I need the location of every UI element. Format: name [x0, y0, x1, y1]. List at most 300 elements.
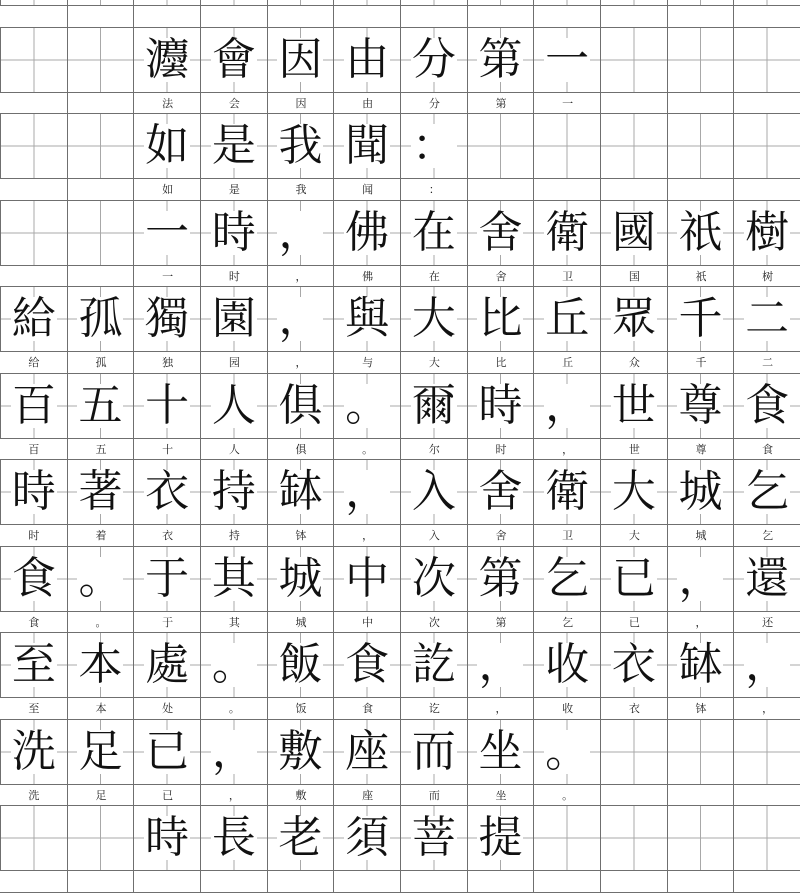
seal-script-character: 敷	[278, 725, 323, 777]
modern-character-label	[0, 6, 68, 27]
modern-character-label: 二	[733, 352, 800, 373]
seal-script-character: 衣	[145, 466, 190, 517]
seal-script-character: ，	[745, 639, 790, 690]
seal-script-character: 至	[11, 639, 56, 690]
practice-cell	[0, 546, 68, 612]
seal-script-character: 大	[611, 466, 656, 517]
seal-script-character: 丘	[545, 293, 590, 344]
practice-cell	[467, 373, 535, 439]
practice-cell	[0, 200, 68, 266]
modern-character-label: 衣	[600, 698, 668, 719]
practice-cell	[400, 373, 468, 439]
modern-character-label	[267, 871, 335, 892]
practice-cell	[133, 459, 201, 525]
practice-cell	[333, 632, 401, 698]
practice-cell	[733, 719, 800, 785]
practice-cell	[667, 286, 735, 352]
practice-cell	[0, 459, 68, 525]
modern-character-label: 处	[133, 698, 201, 719]
practice-cell	[733, 200, 800, 266]
seal-script-character: 持	[211, 466, 256, 517]
practice-cell	[133, 373, 201, 439]
modern-character-label: 因	[267, 93, 335, 114]
practice-cell	[333, 286, 401, 352]
practice-cell	[67, 113, 135, 179]
practice-cell	[400, 27, 468, 93]
modern-character-label: 钵	[267, 525, 335, 546]
seal-script-character: 獨	[145, 293, 190, 344]
practice-cell	[0, 719, 68, 785]
seal-script-character: 足	[78, 725, 123, 777]
seal-script-character: 時	[211, 206, 256, 258]
practice-cell	[67, 546, 135, 612]
seal-script-character: 入	[411, 466, 456, 517]
practice-cell	[200, 113, 268, 179]
practice-cell	[400, 546, 468, 612]
modern-character-label: 。	[200, 698, 268, 719]
seal-script-character: 著	[78, 466, 123, 517]
practice-cell	[267, 719, 335, 785]
practice-cell	[533, 286, 601, 352]
modern-character-label: 座	[333, 785, 401, 806]
seal-script-character: 千	[678, 293, 723, 344]
practice-cell	[267, 546, 335, 612]
modern-character-label	[67, 6, 135, 27]
practice-cell	[133, 805, 201, 871]
seal-script-character: ，	[545, 379, 590, 431]
modern-character-label	[467, 179, 535, 200]
modern-character-label	[600, 6, 668, 27]
modern-character-label	[667, 93, 735, 114]
modern-character-label: 丘	[533, 352, 601, 373]
seal-script-character: 一	[145, 206, 190, 258]
modern-character-label	[467, 871, 535, 892]
modern-character-label: 洗	[28, 788, 40, 802]
practice-cell	[600, 113, 668, 179]
seal-script-character: 如	[145, 120, 190, 171]
seal-script-character: 食	[745, 379, 790, 431]
seal-script-character: 分	[411, 33, 456, 85]
modern-character-label	[533, 179, 601, 200]
modern-character-label: 食	[28, 615, 40, 629]
modern-character-label: 是	[200, 179, 268, 200]
modern-character-label: 祇	[667, 266, 735, 287]
practice-cell	[67, 200, 135, 266]
seal-script-character: 老	[278, 812, 323, 863]
modern-character-label: 时	[200, 266, 268, 287]
practice-cell	[133, 113, 201, 179]
modern-character-label	[400, 6, 468, 27]
practice-cell	[200, 546, 268, 612]
seal-script-character: 。	[211, 639, 256, 690]
modern-character-label	[400, 871, 468, 892]
practice-cell	[400, 113, 468, 179]
seal-script-character: 衛	[545, 466, 590, 517]
practice-cell	[467, 632, 535, 698]
seal-script-character: 比	[478, 293, 523, 344]
modern-character-label: 乞	[533, 612, 601, 633]
seal-script-character: 。	[78, 552, 123, 604]
modern-character-label	[133, 6, 201, 27]
modern-character-label: 其	[200, 612, 268, 633]
practice-cell	[400, 805, 468, 871]
modern-character-label: 孤	[67, 352, 135, 373]
seal-script-character: 坐	[478, 725, 523, 777]
practice-cell	[467, 200, 535, 266]
practice-cell	[667, 459, 735, 525]
seal-script-character: 祇	[678, 206, 723, 258]
seal-script-character: 第	[478, 552, 523, 604]
modern-character-label: 至	[28, 702, 40, 716]
seal-script-character: 尊	[678, 379, 723, 431]
modern-character-label	[333, 6, 401, 27]
row-divider	[0, 892, 800, 893]
practice-cell	[600, 373, 668, 439]
seal-script-character: 乞	[745, 466, 790, 517]
seal-script-character: 長	[211, 812, 256, 863]
modern-character-label: 城	[267, 612, 335, 633]
modern-character-label: 卫	[533, 266, 601, 287]
seal-script-character: 人	[211, 379, 256, 431]
seal-script-character: 一	[545, 33, 590, 85]
practice-cell	[600, 632, 668, 698]
seal-script-character: 世	[611, 379, 656, 431]
modern-character-label: 敷	[267, 785, 335, 806]
practice-cell	[67, 27, 135, 93]
modern-character-label: 舍	[467, 525, 535, 546]
practice-cell	[733, 113, 800, 179]
modern-character-label	[600, 785, 668, 806]
modern-character-label: 而	[400, 785, 468, 806]
practice-cell	[333, 719, 401, 785]
seal-script-character: 飯	[278, 639, 323, 690]
modern-character-label: 一	[533, 93, 601, 114]
seal-script-character: 座	[345, 725, 390, 777]
practice-cell	[333, 200, 401, 266]
seal-script-character: 十	[145, 379, 190, 431]
modern-character-label: 大	[400, 352, 468, 373]
practice-cell	[133, 286, 201, 352]
practice-cell	[200, 373, 268, 439]
modern-character-label: 百	[28, 442, 40, 456]
seal-script-character: 與	[345, 293, 390, 344]
practice-cell	[267, 113, 335, 179]
practice-cell	[333, 805, 401, 871]
practice-cell	[333, 373, 401, 439]
modern-character-label: ：	[400, 179, 468, 200]
seal-script-character: 時	[145, 812, 190, 863]
practice-cell	[733, 805, 800, 871]
seal-script-character: 食	[11, 552, 56, 604]
modern-character-label: ，	[467, 698, 535, 719]
seal-script-character: 衣	[611, 639, 656, 690]
seal-script-character: 而	[411, 725, 456, 777]
modern-character-label: ，	[200, 785, 268, 806]
practice-cell	[667, 546, 735, 612]
practice-cell	[467, 546, 535, 612]
modern-character-label: 城	[667, 525, 735, 546]
practice-cell	[67, 719, 135, 785]
practice-cell	[467, 286, 535, 352]
seal-script-character: 國	[611, 206, 656, 258]
seal-script-character: 給	[11, 293, 56, 344]
modern-character-label: 千	[667, 352, 735, 373]
seal-script-character: 城	[278, 552, 323, 604]
practice-cell	[600, 200, 668, 266]
seal-script-character: 二	[745, 293, 790, 344]
seal-script-character: 次	[411, 552, 456, 604]
modern-character-label: 还	[733, 612, 800, 633]
practice-cell	[0, 286, 68, 352]
practice-cell	[667, 632, 735, 698]
modern-character-label: 大	[600, 525, 668, 546]
modern-character-label	[533, 871, 601, 892]
seal-script-character: 灋	[145, 33, 190, 85]
modern-character-label: 。	[333, 439, 401, 460]
practice-cell	[467, 113, 535, 179]
seal-script-character: 佛	[345, 206, 390, 258]
seal-script-character: 食	[345, 639, 390, 690]
modern-character-label: 食	[733, 439, 800, 460]
modern-character-label: 一	[133, 266, 201, 287]
modern-character-label: 俱	[267, 439, 335, 460]
practice-cell	[667, 373, 735, 439]
practice-cell	[600, 805, 668, 871]
seal-script-character: 會	[211, 33, 256, 85]
seal-script-character: ，	[211, 725, 256, 777]
practice-cell	[67, 459, 135, 525]
seal-script-character: ，	[678, 552, 723, 604]
modern-character-label: 会	[200, 93, 268, 114]
modern-character-label: ，	[667, 612, 735, 633]
modern-character-label	[200, 871, 268, 892]
modern-character-label: 众	[600, 352, 668, 373]
seal-script-character: 五	[78, 379, 123, 431]
modern-character-label: 佛	[333, 266, 401, 287]
seal-script-character: 。	[545, 725, 590, 777]
practice-cell	[733, 373, 800, 439]
seal-script-character: 處	[145, 639, 190, 690]
practice-cell	[667, 719, 735, 785]
modern-character-label: 闻	[333, 179, 401, 200]
practice-cell	[400, 632, 468, 698]
modern-character-label: 尊	[667, 439, 735, 460]
modern-character-label	[667, 179, 735, 200]
practice-cell	[200, 719, 268, 785]
practice-cell	[600, 546, 668, 612]
modern-character-label: 食	[333, 698, 401, 719]
practice-cell	[267, 286, 335, 352]
seal-script-character: 還	[745, 552, 790, 604]
modern-character-label	[0, 871, 68, 892]
practice-cell	[733, 546, 800, 612]
practice-cell	[333, 546, 401, 612]
modern-character-label	[267, 6, 335, 27]
modern-character-label	[133, 871, 201, 892]
seal-script-character: ，	[278, 206, 323, 258]
modern-character-label: ，	[267, 266, 335, 287]
practice-cell	[133, 27, 201, 93]
seal-script-character: 乞	[545, 552, 590, 604]
practice-cell	[133, 200, 201, 266]
practice-cell	[267, 805, 335, 871]
modern-character-label: 由	[333, 93, 401, 114]
modern-character-label: 收	[533, 698, 601, 719]
modern-character-label: 法	[133, 93, 201, 114]
modern-character-label: 已	[133, 785, 201, 806]
modern-character-label: 独	[133, 352, 201, 373]
practice-cell	[533, 373, 601, 439]
modern-character-label	[0, 93, 68, 114]
modern-character-label: 本	[67, 698, 135, 719]
seal-script-character: 已	[145, 725, 190, 777]
seal-script-character: 提	[478, 812, 523, 863]
practice-cell	[400, 286, 468, 352]
practice-cell	[533, 805, 601, 871]
practice-cell	[533, 719, 601, 785]
seal-script-character: 洗	[11, 725, 56, 777]
modern-character-label	[667, 785, 735, 806]
seal-script-character: ，	[278, 293, 323, 344]
seal-script-character: 聞	[345, 120, 390, 171]
modern-character-label: 乞	[733, 525, 800, 546]
practice-cell	[600, 459, 668, 525]
practice-cell	[200, 632, 268, 698]
practice-cell	[733, 459, 800, 525]
modern-character-label: 。	[533, 785, 601, 806]
modern-character-label: 在	[400, 266, 468, 287]
practice-cell	[67, 286, 135, 352]
modern-character-label	[667, 6, 735, 27]
practice-cell	[533, 27, 601, 93]
seal-script-character: 缽	[678, 639, 723, 690]
practice-cell	[133, 546, 201, 612]
modern-character-label: 持	[200, 525, 268, 546]
modern-character-label	[733, 871, 800, 892]
modern-character-label	[733, 93, 800, 114]
modern-character-label: 第	[467, 612, 535, 633]
seal-script-character: 訖	[411, 639, 456, 690]
modern-character-label: ，	[733, 698, 800, 719]
practice-cell	[533, 200, 601, 266]
modern-character-label: 如	[133, 179, 201, 200]
seal-script-character: 收	[545, 639, 590, 690]
practice-cell	[333, 459, 401, 525]
seal-script-character: 衛	[545, 206, 590, 258]
practice-cell	[467, 27, 535, 93]
seal-script-character: 第	[478, 33, 523, 85]
modern-character-label: 卫	[533, 525, 601, 546]
seal-script-character: 百	[11, 379, 56, 431]
modern-character-label: 讫	[400, 698, 468, 719]
practice-cell	[267, 200, 335, 266]
modern-character-label: 树	[733, 266, 800, 287]
practice-cell	[200, 286, 268, 352]
practice-cell	[333, 27, 401, 93]
modern-character-label: 衣	[133, 525, 201, 546]
modern-character-label: 足	[67, 785, 135, 806]
modern-character-label: 园	[200, 352, 268, 373]
practice-cell	[0, 27, 68, 93]
practice-cell	[667, 805, 735, 871]
modern-character-label: 于	[133, 612, 201, 633]
modern-character-label: ，	[533, 439, 601, 460]
practice-cell	[0, 113, 68, 179]
modern-character-label: 次	[400, 612, 468, 633]
modern-character-label: 世	[600, 439, 668, 460]
modern-character-label: 坐	[467, 785, 535, 806]
practice-cell	[600, 286, 668, 352]
modern-character-label	[467, 6, 535, 27]
practice-cell	[0, 632, 68, 698]
seal-script-character: 本	[78, 639, 123, 690]
practice-cell	[533, 459, 601, 525]
modern-character-label	[667, 871, 735, 892]
practice-cell	[667, 27, 735, 93]
practice-cell	[667, 200, 735, 266]
seal-script-character: 樹	[745, 206, 790, 258]
practice-cell	[267, 632, 335, 698]
modern-character-label	[67, 266, 135, 287]
seal-script-character: 大	[411, 293, 456, 344]
practice-cell	[400, 459, 468, 525]
seal-script-character: 城	[678, 466, 723, 517]
practice-cell	[467, 719, 535, 785]
practice-cell	[133, 719, 201, 785]
modern-character-label: 时	[467, 439, 535, 460]
modern-character-label	[200, 6, 268, 27]
modern-character-label	[600, 179, 668, 200]
practice-cell	[267, 459, 335, 525]
seal-script-character: ，	[478, 639, 523, 690]
modern-character-label: 着	[67, 525, 135, 546]
seal-script-character: 因	[278, 33, 323, 85]
practice-cell	[0, 373, 68, 439]
modern-character-label: 已	[600, 612, 668, 633]
seal-script-character: 。	[345, 379, 390, 431]
modern-character-label: 尔	[400, 439, 468, 460]
practice-cell	[467, 459, 535, 525]
modern-character-label	[333, 871, 401, 892]
practice-cell	[667, 113, 735, 179]
seal-script-character: 時	[11, 466, 56, 517]
seal-script-character: 由	[345, 33, 390, 85]
seal-script-character: 舍	[478, 466, 523, 517]
modern-character-label	[733, 785, 800, 806]
practice-cell	[733, 27, 800, 93]
practice-cell	[133, 632, 201, 698]
practice-cell	[333, 113, 401, 179]
modern-character-label: 钵	[667, 698, 735, 719]
modern-character-label	[733, 179, 800, 200]
seal-script-character: 園	[211, 293, 256, 344]
modern-character-label	[67, 93, 135, 114]
modern-character-label	[0, 179, 68, 200]
practice-cell	[733, 632, 800, 698]
seal-script-character: 缽	[278, 466, 323, 517]
practice-cell	[533, 113, 601, 179]
practice-cell	[733, 286, 800, 352]
practice-cell	[467, 805, 535, 871]
practice-cell	[600, 719, 668, 785]
modern-character-label: 给	[28, 356, 40, 370]
modern-character-label: 比	[467, 352, 535, 373]
seal-script-character: 須	[345, 812, 390, 863]
seal-script-character: 孤	[78, 293, 123, 344]
modern-character-label	[533, 6, 601, 27]
seal-script-character: 已	[611, 552, 656, 604]
modern-character-label	[0, 266, 68, 287]
